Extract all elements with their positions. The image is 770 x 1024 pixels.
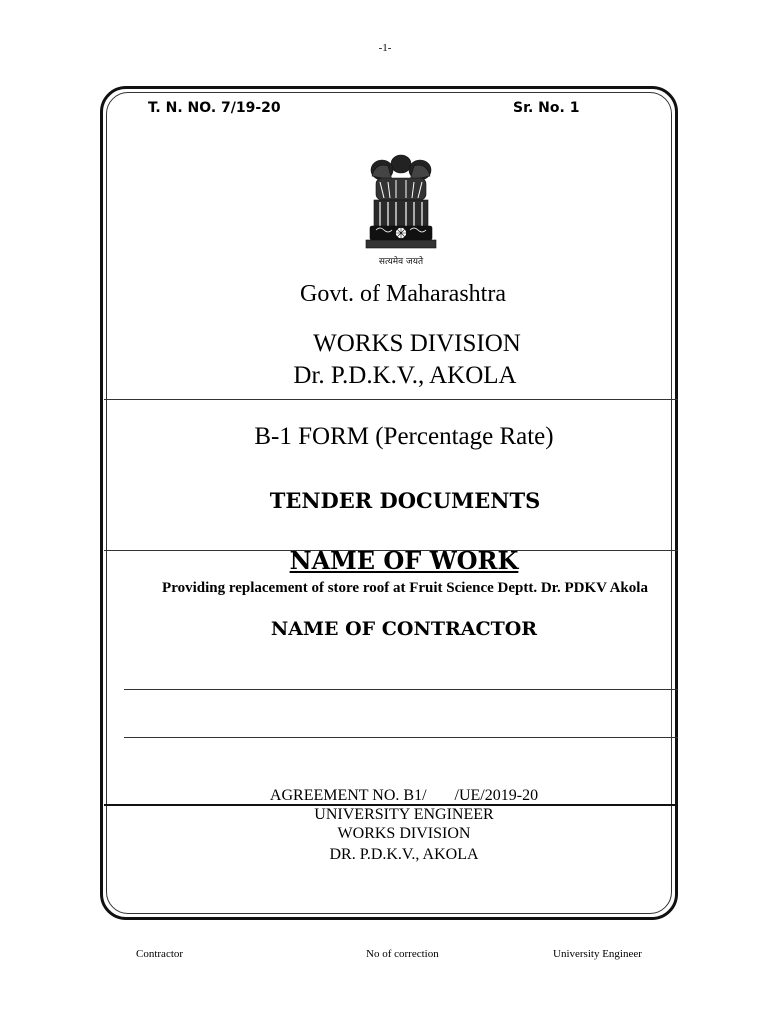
divider: [104, 399, 678, 400]
emblem-motto: सत्यमेव जयते: [378, 257, 424, 267]
division-location: Dr. P.D.K.V., AKOLA: [293, 362, 517, 389]
govt-name: Govt. of Maharashtra: [300, 281, 506, 307]
division-name: WORKS DIVISION: [313, 330, 521, 357]
contractor-name-line: [124, 737, 678, 738]
agreement-number: AGREEMENT NO. B1/ /UE/2019-20: [269, 787, 539, 804]
form-type: B-1 FORM (Percentage Rate): [254, 423, 554, 450]
footer-correction: No of correction: [366, 948, 439, 960]
footer-contractor: Contractor: [136, 948, 184, 960]
serial-number: Sr. No. 1: [513, 100, 580, 116]
page-number: -1-: [378, 42, 392, 54]
national-emblem-icon: [358, 150, 444, 270]
footer-engineer: University Engineer: [553, 948, 642, 960]
contractor-name-line: [124, 689, 678, 690]
name-of-contractor-heading: NAME OF CONTRACTOR: [270, 618, 538, 640]
authority-division: WORKS DIVISION: [337, 825, 471, 842]
name-of-work-heading: NAME OF WORK: [289, 546, 519, 575]
work-description: Providing replacement of store roof at Fruit Science Deptt. Dr. PDKV Akola: [162, 580, 648, 596]
document-title: TENDER DOCUMENTS: [269, 488, 541, 513]
authority-address: DR. P.D.K.V., AKOLA: [329, 846, 479, 863]
authority: UNIVERSITY ENGINEER: [314, 806, 494, 823]
tender-number: T. N. NO. 7/19-20: [148, 100, 281, 116]
